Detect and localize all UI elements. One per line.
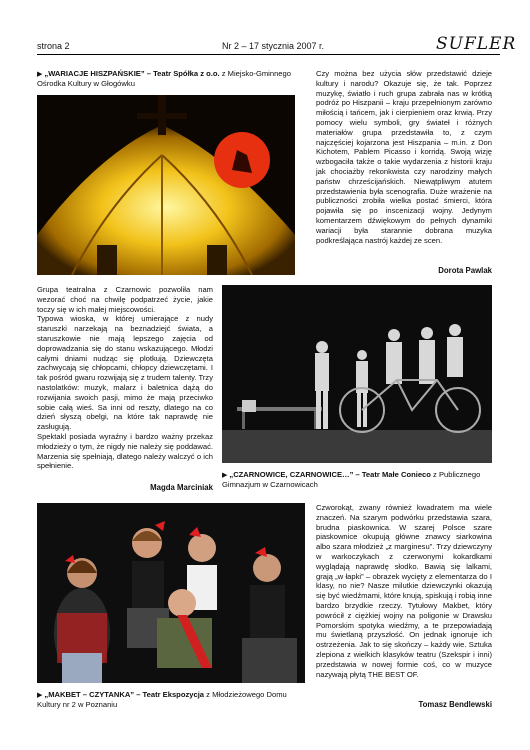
- article-paragraph: Grupa teatralna z Czarnowic pozwoliła nam wezorać choć na chwilę podpatrzeć życie, jakie toczy się w ich małej miejscowości.: [37, 285, 213, 314]
- article-makbet-text: [316, 503, 492, 679]
- article-czarnowice-text: [37, 285, 213, 471]
- caption-rest: z Miejsko-Gminnego Ośrodka Kultury w Głogówku: [37, 69, 291, 89]
- caption-title: „WARIACJE HISZPAŃSKIE” – Teatr Spółka z o.o.: [44, 69, 220, 78]
- page-header: [0, 0, 530, 58]
- photo-makbet: [37, 503, 305, 683]
- photo-caption-makbet: [37, 690, 305, 710]
- caption-arrow-icon: ▶: [222, 472, 228, 479]
- article-paragraph: Czworokąt, zwany również kwadratem ma wiele znaczeń. Na szarym podwórku przedstawia szara, brudna piaskownica. W szarej Polsce szare piaskownice okupują główne znawcy siarkowina albo szara młodzież „z marginesu”. Trzy dziewczyny w warkoczykach z czerwonymi kokardkami wyglądają naprawdę słodko. Bawią się lalkami, grają „w łapki” – obrazek wycięty z elementarza do I klasy, no nie? Nasze milutkie dziewczynki okazują się być wiedźmami, które knują, spiskują i robią inne bardzo brzydkie rzeczy. Tytułowy Makbet, który powrócił z ciężkiej wojny na poligonie w Drawsku Pomorskim spotyka wiedźmy, a te przepowiadają mu świetlaną przyszłość. On jednak ignoruje ich ostrzeżenia. Jak to się skończy – każdy wie. Sztuka zlepiona z wielkich klasyków teatru (Szekspir i inni) przedstawia w nowej formie coś, co w muzyce nazywają płytą THE BEST OF.: [316, 503, 492, 679]
- article-paragraph: Spektakl posiada wyraźny i bardzo ważny przekaz młodzieży o tym, że nigdy nie należy się poddawać. Marzenia się spełniają, dlatego należy walczyć o ich spełnienie.: [37, 431, 213, 471]
- caption-rest: z Młodzieżowego Domu Kultury nr 2 w Poznaniu: [37, 690, 287, 710]
- header-rule: [37, 54, 500, 55]
- photo-caption-wariacje: [37, 69, 309, 89]
- photo-czarnowice: [222, 285, 492, 463]
- caption-arrow-icon: ▶: [37, 71, 43, 78]
- caption-title: „CZARNOWICE, CZARNOWICE…” – Teatr Małe Conieco: [229, 470, 431, 479]
- magazine-logo: SUFLER: [436, 34, 517, 54]
- article-paragraph: Typowa wioska, w której umierające z nudy staruszki narzekają na beznadziejć świata, a staruszkowie nie mają lepszego zajęcia od doprowadzania się do stanu wskazującego. Młodzi całymi dniami nudząc się plotkują. Dziewczęta zachwycają się chłopcami, chłopcy dziewczętami. I tak pośród gwaru rozwijają się z trudem talenty. Trzy nastolatków: muzyk, malarz i baletnica dążą do rozwijania swoich pasji, mimo że mają przeciwko sobie całą wieś. Sa inni od reszty, dlatego na co dzień słyszą obelgi, na które tak naprawdę nie zasługują.: [37, 314, 213, 432]
- photo-wariacje: [37, 95, 295, 275]
- author-pawlak: Dorota Pawlak: [438, 266, 492, 275]
- article-wariacje-text: [316, 69, 492, 245]
- page-number: strona 2: [37, 41, 70, 51]
- photo-caption-czarnowice: [222, 470, 492, 490]
- author-bendlewski: Tomasz Bendlewski: [418, 700, 492, 709]
- issue-info: Nr 2 – 17 stycznia 2007 r.: [222, 41, 325, 51]
- author-marciniak: Magda Marciniak: [150, 483, 213, 492]
- caption-arrow-icon: ▶: [37, 692, 43, 699]
- caption-title: „MAKBET – CZYTANKA” – Teatr Ekspozycja: [44, 690, 205, 699]
- article-paragraph: Czy można bez użycia słów przedstawić dzieje kultury i narodu? Okazuje się, że tak. Poprzez muzykę, światło i ruch grupa zabrała nas w krótką podróż po Hiszpanii – kraju przepełnionym zarówno miłością i tańcem, jak i cierpieniem oraz krwią. Przy pomocy wielu symboli, gry świateł i różnych materiałów grupa przedstawiła to, z czym najczęściej kojarzona jest Hiszpania – m.in. z Don Kichotem, Pablem Picasso i korridą. Swoją wizję wzbogaciła także o takie wydarzenia z historii kraju jak chociażby rekonkwista czy narodziny małych państw chrześcijańskich. Niewątpliwym atutem przedstawienia była scenografia. Duże wrażenie na publiczności zrobiła wielka postać śmierci, która pojawiła się po inscenizacji wojny. Jedynym komentarzem dźwiękowym do pełnych dynamiki wariacji była starannie dobrana muzyka podkreślająca nastrój każdej ze scen.: [316, 69, 492, 245]
- caption-rest: z Publicznego Gimnazjum w Czarnowicach: [222, 470, 481, 490]
